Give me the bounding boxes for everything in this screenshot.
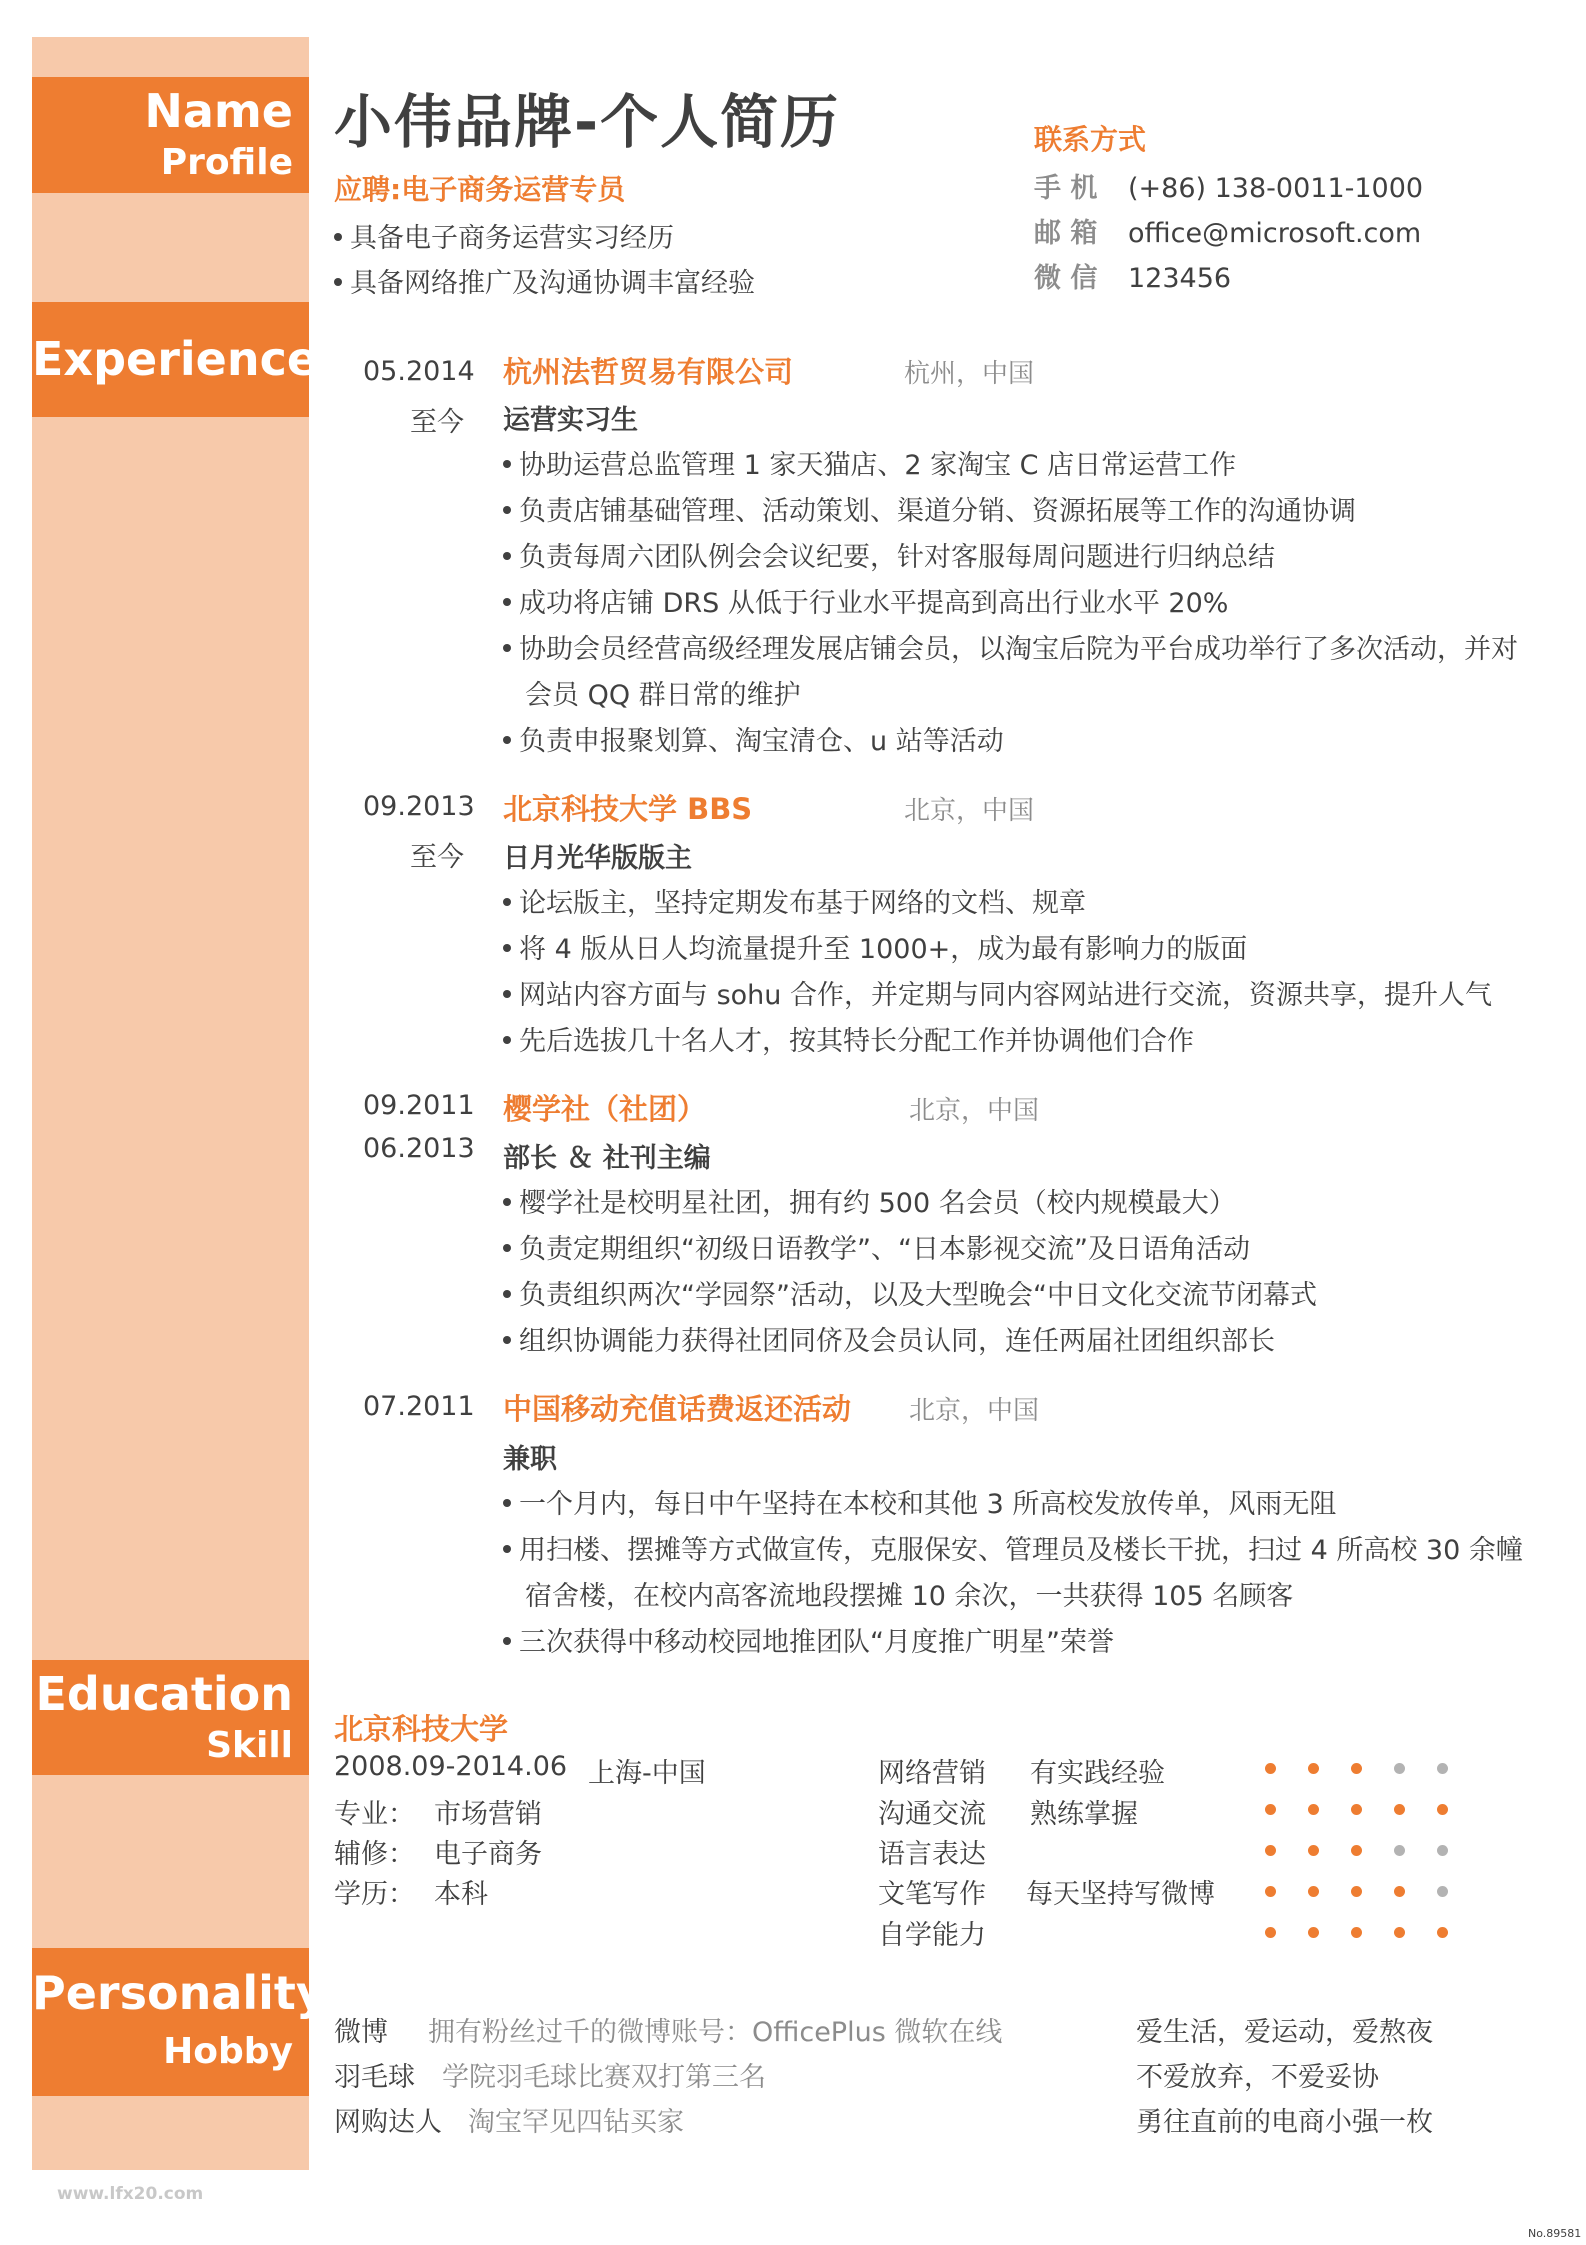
exp-company: 中国移动充值话费返还活动 <box>503 1392 852 1426</box>
contact-label: 邮 箱 <box>1034 218 1098 249</box>
personality-line: 勇往直前的电商小强一枚 <box>1136 2107 1433 2138</box>
exp-role: 日月光华版版主 <box>503 843 692 874</box>
edu-degree <box>334 1872 488 1911</box>
section-subtitle: Profile <box>160 142 293 183</box>
exp-bullet: 论坛版主，坚持定期发布基于网络的文档、规章 <box>503 881 1086 920</box>
section-experience <box>32 302 319 417</box>
exp-role: 兼职 <box>503 1444 557 1475</box>
contact-value: (+86) 138-0011-1000 <box>1128 173 1424 204</box>
exp-bullet: 协助会员经营高级经理发展店铺会员，以淘宝后院为平台成功举行了多次活动，并对 <box>503 627 1518 666</box>
skill-dot <box>1265 1804 1276 1815</box>
skill-dot <box>1394 1845 1405 1856</box>
skill-name: 文笔写作 <box>878 1879 986 1910</box>
skill-dot <box>1265 1763 1276 1774</box>
contact-label: 微 信 <box>1034 263 1098 294</box>
exp-location: 杭州，中国 <box>904 359 1035 389</box>
skill-dot <box>1308 1763 1319 1774</box>
exp-date-end: 至今 <box>410 407 464 438</box>
exp-bullet: 先后选拔几十名人才，按其特长分配工作并协调他们合作 <box>503 1019 1194 1058</box>
personality-line: 不爱放弃，不爱妥协 <box>1136 2062 1379 2093</box>
exp-bullet: 成功将店铺 DRS 从低于行业水平提高到高出行业水平 20% <box>503 581 1228 620</box>
skill-dot <box>1437 1804 1448 1815</box>
exp-bullet: 樱学社是校明星社团，拥有约 500 名会员（校内规模最大） <box>503 1181 1236 1220</box>
exp-bullet: 协助运营总监管理 1 家天猫店、2 家淘宝 C 店日常运营工作 <box>503 443 1236 482</box>
skill-dot <box>1351 1845 1362 1856</box>
section-title: Education <box>35 1667 293 1721</box>
exp-date-start: 09.2011 <box>363 1090 475 1121</box>
exp-date-start: 07.2011 <box>363 1391 475 1422</box>
exp-date-end: 至今 <box>410 842 464 873</box>
skill-dot <box>1265 1845 1276 1856</box>
skill-dot <box>1437 1845 1448 1856</box>
skill-dot <box>1437 1886 1448 1897</box>
exp-bullet: 负责组织两次“学园祭”活动，以及大型晚会“中日文化交流节闭幕式 <box>503 1273 1317 1312</box>
exp-role: 部长 ＆ 社刊主编 <box>503 1143 711 1174</box>
skill-desc: 有实践经验 <box>1030 1758 1165 1789</box>
skill-dot <box>1394 1927 1405 1938</box>
skill-dot <box>1437 1763 1448 1774</box>
contact-label: 手 机 <box>1034 173 1098 204</box>
skill-desc: 熟练掌握 <box>1030 1799 1138 1830</box>
section-personality-hobby <box>32 1948 326 2096</box>
section-title: Name <box>144 84 293 138</box>
skill-name: 语言表达 <box>878 1839 986 1870</box>
skill-name: 沟通交流 <box>878 1799 986 1830</box>
hobby-name: 微博 <box>334 2017 388 2048</box>
hobby-desc: 学院羽毛球比赛双打第三名 <box>442 2062 766 2093</box>
skill-dot <box>1265 1886 1276 1897</box>
section-name-profile <box>32 77 309 193</box>
skill-desc: 每天坚持写微博 <box>1026 1879 1215 1910</box>
exp-location: 北京，中国 <box>909 1396 1040 1426</box>
exp-bullet: 负责定期组织“初级日语教学”、“日本影视交流”及日语角活动 <box>503 1227 1250 1266</box>
section-subtitle: Skill <box>206 1725 293 1766</box>
skill-dot <box>1394 1763 1405 1774</box>
skill-name: 自学能力 <box>878 1920 986 1951</box>
edu-value: 电子商务 <box>434 1839 542 1870</box>
section-title: Experience <box>32 332 319 386</box>
skill-dot <box>1351 1886 1362 1897</box>
hobby-item <box>334 2100 684 2139</box>
hobby-item <box>334 2010 1002 2049</box>
exp-bullet: 将 4 版从日人均流量提升至 1000+，成为最有影响力的版面 <box>503 927 1247 966</box>
edu-label: 专业： <box>334 1799 415 1830</box>
skill-name: 网络营销 <box>878 1758 986 1789</box>
exp-location: 北京，中国 <box>904 796 1035 826</box>
exp-bullet: 组织协调能力获得社团同侪及会员认同，连任两届社团组织部长 <box>503 1319 1275 1358</box>
edu-major <box>334 1792 542 1831</box>
exp-bullet: 负责每周六团队例会会议纪要，针对客服每周问题进行归纳总结 <box>503 535 1275 574</box>
exp-company: 杭州法哲贸易有限公司 <box>503 355 794 389</box>
exp-company: 樱学社（社团） <box>503 1092 707 1126</box>
exp-bullet: 一个月内，每日中午坚持在本校和其他 3 所高校发放传单，风雨无阻 <box>503 1482 1336 1521</box>
exp-bullet: 三次获得中移动校园地推团队“月度推广明星”荣誉 <box>503 1620 1114 1659</box>
profile-bullet: 具备网络推广及沟通协调丰富经验 <box>334 261 755 300</box>
skill-dot <box>1437 1927 1448 1938</box>
exp-bullet-continued: 宿舍楼，在校内高客流地段摆摊 10 余次，一共获得 105 名顾客 <box>525 1581 1294 1612</box>
section-title: Personality <box>32 1966 326 2020</box>
skill-dot <box>1308 1927 1319 1938</box>
exp-bullet: 网站内容方面与 sohu 合作，并定期与同内容网站进行交流，资源共享，提升人气 <box>503 973 1492 1012</box>
hobby-name: 羽毛球 <box>334 2062 415 2093</box>
contact-wechat <box>1034 256 1231 295</box>
skill-dot <box>1351 1804 1362 1815</box>
hobby-desc: 淘宝罕见四钻买家 <box>468 2107 684 2138</box>
edu-value: 本科 <box>434 1879 488 1910</box>
skill-dot <box>1308 1886 1319 1897</box>
skill-dot <box>1394 1886 1405 1897</box>
edu-minor <box>334 1832 542 1871</box>
exp-bullet: 负责申报聚划算、淘宝清仓、u 站等活动 <box>503 719 1004 758</box>
exp-bullet: 负责店铺基础管理、活动策划、渠道分销、资源拓展等工作的沟通协调 <box>503 489 1356 528</box>
hobby-name: 网购达人 <box>334 2107 442 2138</box>
skill-dot <box>1308 1804 1319 1815</box>
exp-date-end: 06.2013 <box>363 1133 475 1164</box>
exp-location: 北京，中国 <box>909 1096 1040 1126</box>
edu-value: 市场营销 <box>434 1799 542 1830</box>
profile-bullet: 具备电子商务运营实习经历 <box>334 216 674 255</box>
watermark-url: www.lfx20.com <box>57 2184 204 2204</box>
exp-date-start: 09.2013 <box>363 791 475 822</box>
contact-title: 联系方式 <box>1034 123 1147 156</box>
section-education-skill <box>32 1660 309 1775</box>
skill-dot <box>1308 1845 1319 1856</box>
exp-date-start: 05.2014 <box>363 356 475 387</box>
job-target: 应聘:电子商务运营专员 <box>334 173 626 206</box>
edu-label: 学历： <box>334 1879 415 1910</box>
contact-value: 123456 <box>1128 263 1232 294</box>
skill-dot <box>1394 1804 1405 1815</box>
exp-bullet: 用扫楼、摆摊等方式做宣传，克服保安、管理员及楼长干扰，扫过 4 所高校 30 余幢 <box>503 1528 1523 1567</box>
skill-dot <box>1351 1763 1362 1774</box>
skill-dot <box>1265 1927 1276 1938</box>
contact-value: office@microsoft.com <box>1128 218 1422 249</box>
doc-number: No.89581 <box>1528 2227 1582 2240</box>
hobby-desc: 拥有粉丝过千的微博账号：OfficePlus 微软在线 <box>428 2017 1003 2048</box>
exp-company: 北京科技大学 BBS <box>503 792 753 826</box>
hobby-item <box>334 2055 766 2094</box>
edu-school: 北京科技大学 <box>334 1712 509 1746</box>
exp-role: 运营实习生 <box>503 405 638 436</box>
personality-line: 爱生活，爱运动，爱熬夜 <box>1136 2017 1433 2048</box>
edu-label: 辅修： <box>334 1839 415 1870</box>
exp-bullet-continued: 会员 QQ 群日常的维护 <box>525 680 801 711</box>
section-subtitle: Hobby <box>163 2031 293 2072</box>
edu-place: 上海-中国 <box>588 1758 706 1789</box>
skill-dot <box>1351 1927 1362 1938</box>
contact-email <box>1034 211 1421 250</box>
edu-period: 2008.09-2014.06 <box>334 1751 568 1782</box>
contact-phone <box>1034 166 1423 205</box>
page-title: 小伟品牌-个人简历 <box>334 88 841 156</box>
